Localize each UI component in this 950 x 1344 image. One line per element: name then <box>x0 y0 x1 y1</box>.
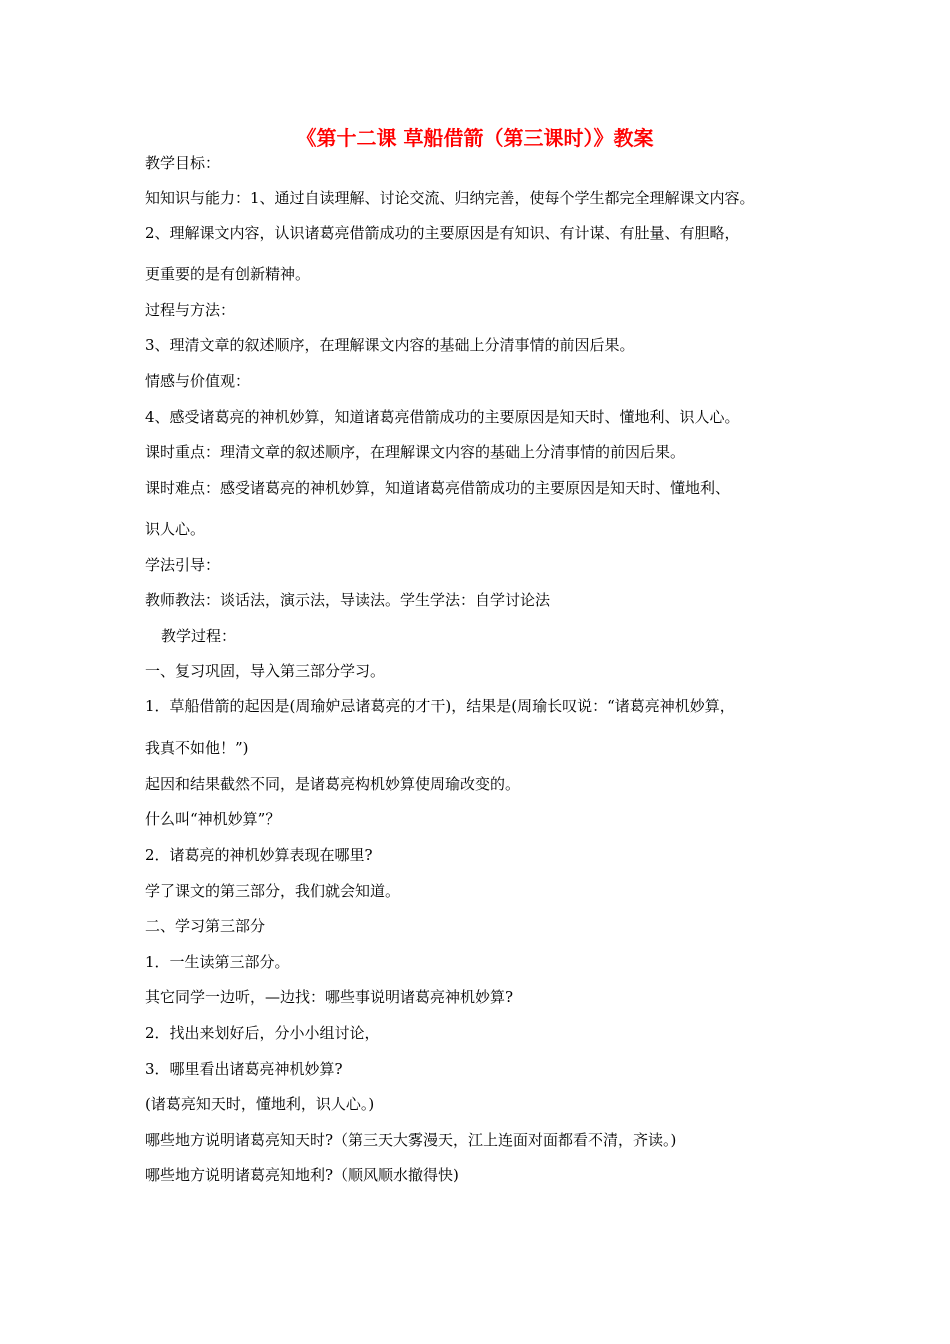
text-line: 课时难点：感受诸葛亮的神机妙算，知道诸葛亮借箭成功的主要原因是知天时、懂地利、 <box>145 479 731 497</box>
text-line: 一、复习巩固，导入第三部分学习。 <box>145 662 386 680</box>
text-line: 识人心。 <box>145 520 206 538</box>
text-line: 3．哪里看出诸葛亮神机妙算? <box>145 1060 343 1078</box>
text-line: 1．草船借箭的起因是(周瑜妒忌诸葛亮的才干)，结果是(周瑜长叹说：“诸葛亮神机妙算， <box>145 697 735 715</box>
text-line: 学法引导： <box>145 556 221 574</box>
text-line: 教学过程： <box>161 627 237 645</box>
text-line: 哪些地方说明诸葛亮知地利?（顺风顺水撤得快) <box>145 1166 459 1184</box>
text-line: 3、理清文章的叙述顺序，在理解课文内容的基础上分清事情的前因后果。 <box>145 336 635 354</box>
text-line: (诸葛亮知天时，懂地利，识人心。) <box>145 1095 375 1113</box>
text-line: 1．一生读第三部分。 <box>145 953 290 971</box>
text-line: 教师教法：谈话法，演示法，导读法。学生学法：自学讨论法 <box>145 591 551 609</box>
text-line: 知知识与能力：1、通过自读理解、讨论交流、归纳完善，使每个学生都完全理解课文内容。 <box>145 189 755 207</box>
text-line: 2．诸葛亮的神机妙算表现在哪里? <box>145 846 373 864</box>
text-line: 其它同学一边听，—边找：哪些事说明诸葛亮神机妙算? <box>145 988 514 1006</box>
text-line: 4、感受诸葛亮的神机妙算，知道诸葛亮借箭成功的主要原因是知天时、懂地利、识人心。 <box>145 408 740 426</box>
text-line: 学了课文的第三部分，我们就会知道。 <box>145 882 401 900</box>
text-line: 我真不如他！”) <box>145 739 249 757</box>
text-line: 过程与方法： <box>145 301 236 319</box>
text-line: 起因和结果截然不同，是诸葛亮构机妙算使周瑜改变的。 <box>145 775 521 793</box>
text-line: 教学目标： <box>145 154 221 172</box>
text-line: 哪些地方说明诸葛亮知天时?（第三天大雾漫天，江上连面对面都看不清，齐读。) <box>145 1131 677 1149</box>
text-line: 二、学习第三部分 <box>145 917 266 935</box>
text-line: 2．找出来划好后，分小小组讨论， <box>145 1024 380 1042</box>
text-line: 情感与价值观： <box>145 372 251 390</box>
text-line: 2、理解课文内容，认识诸葛亮借箭成功的主要原因是有知识、有计谋、有肚量、有胆略， <box>145 224 740 242</box>
text-line: 更重要的是有创新精神。 <box>145 265 311 283</box>
document-title: 《第十二课 草船借箭（第三课时）》教案 <box>296 126 654 150</box>
text-line: 课时重点：理清文章的叙述顺序，在理解课文内容的基础上分清事情的前因后果。 <box>145 443 686 461</box>
text-line: 什么叫“神机妙算”？ <box>145 810 281 828</box>
